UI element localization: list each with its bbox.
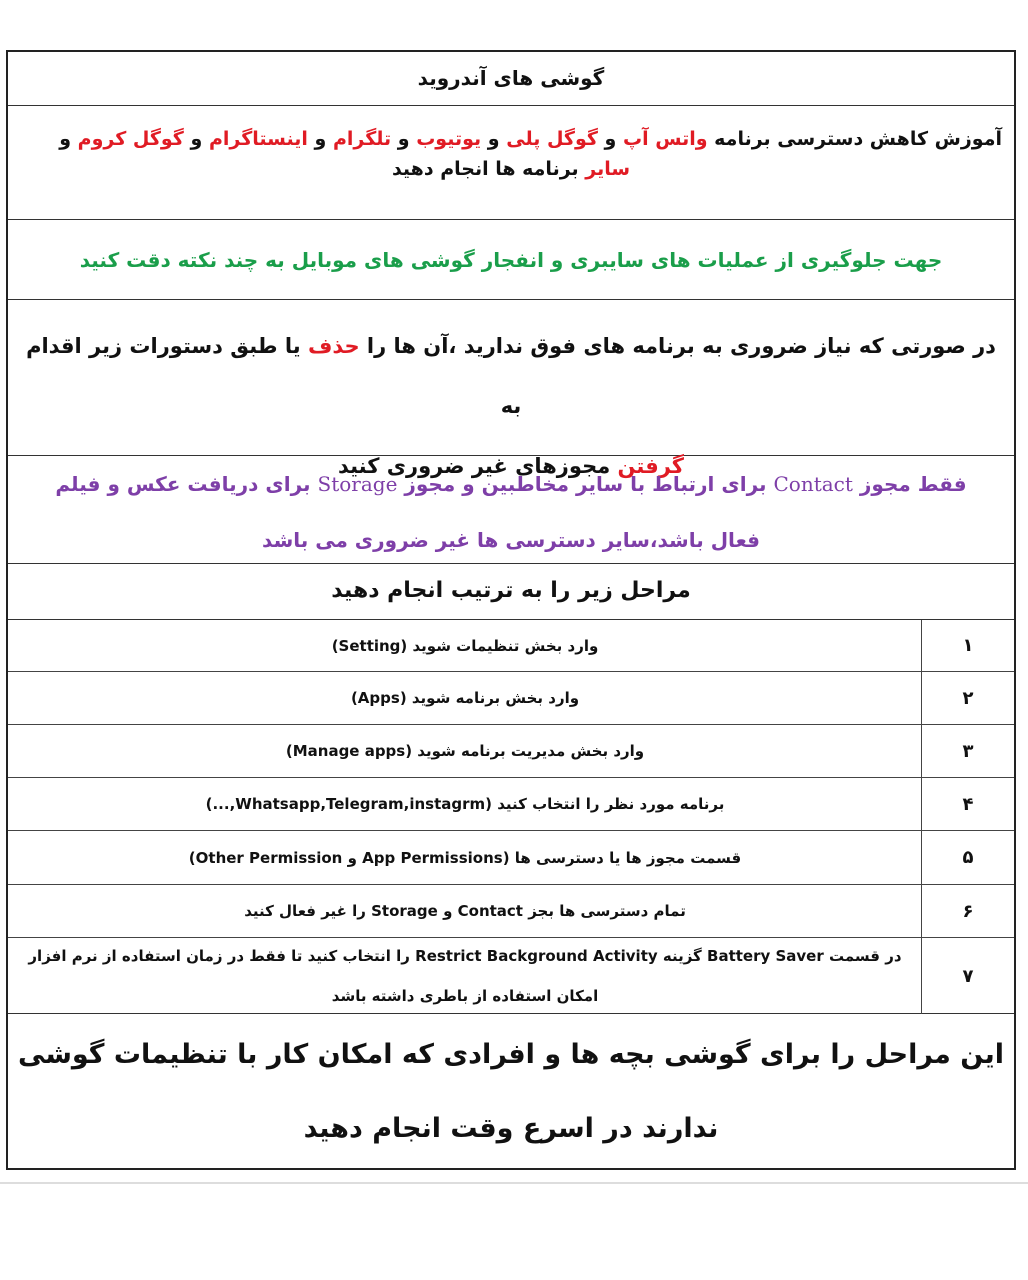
step-row — [8, 672, 1014, 725]
footer-line: ندارند در اسرع وقت انجام دهید — [303, 1113, 719, 1144]
instruction-text: مجوزهای غیر ضروری کنید — [337, 454, 611, 478]
step-row — [8, 831, 1014, 885]
warning-paragraph: جهت جلوگیری از عملیات های سایبری و انفجار گوشی های موبایل به چند نکته دقت کنید — [8, 220, 1014, 300]
document-title: گوشی های آندروید — [8, 52, 1014, 106]
instruction-text: یا طبق دستورات زیر اقدام به — [26, 334, 522, 418]
intro-second-line — [20, 154, 1002, 184]
step-number: ۴ — [921, 778, 1014, 830]
word-contact: Contact — [773, 472, 853, 496]
step-row — [8, 620, 1014, 672]
step-row — [8, 885, 1014, 938]
permission-paragraph — [8, 456, 1014, 564]
step-text: وارد بخش مدیریت برنامه شوید (Manage apps) — [285, 742, 645, 760]
permission-text: فعال باشد،سایر دسترسی ها غیر ضروری می باشد — [262, 528, 760, 552]
conjunction: و — [604, 128, 617, 150]
step-number: ۵ — [921, 831, 1014, 884]
step-text: در قسمت Battery Saver گزینه Restrict Background Activity را انتخاب کنید تا فقط در زمان استفاده از نرم افزار امکان استفاده از باطری داشته باشد — [28, 947, 902, 1005]
app-name-whatsapp: واتس آپ — [622, 128, 708, 150]
app-name-chrome: گوگل کروم — [77, 128, 184, 150]
steps-heading: مراحل زیر را به ترتیب انجام دهید — [8, 564, 1014, 620]
conjunction: و — [190, 128, 203, 150]
step-row — [8, 778, 1014, 831]
step-text: وارد بخش برنامه شوید (Apps) — [350, 689, 580, 707]
step-text: تمام دسترسی ها بجز Contact و Storage را غیر فعال کنید — [244, 902, 686, 920]
highlight-delete: حذف — [307, 334, 360, 358]
app-name-instagram: اینستاگرام — [208, 128, 308, 150]
conjunction: و — [59, 128, 72, 150]
step-text: قسمت مجوز ها یا دسترسی ها (App Permissions و Other Permission) — [188, 848, 742, 867]
conjunction: و — [487, 128, 500, 150]
step-row — [8, 938, 1014, 1014]
step-text: وارد بخش تنظیمات شوید (Setting) — [331, 636, 599, 655]
permission-text: برای دریافت عکس و فیلم — [55, 472, 311, 496]
instruction-paragraph — [8, 300, 1014, 478]
app-name-youtube: یوتیوب — [416, 128, 482, 150]
highlight-take: گرفتن — [617, 454, 685, 478]
step-text: برنامه مورد نظر را انتخاب کنید (Whatsapp,Telegram,instagrm,...) — [205, 795, 725, 813]
permission-text: فقط مجوز — [859, 472, 967, 496]
intro-text: آموزش کاهش دسترسی برنامه — [714, 128, 1002, 150]
conjunction: و — [314, 128, 327, 150]
step-number: ۷ — [921, 938, 1014, 1014]
step-number: ۲ — [921, 672, 1014, 724]
conjunction: و — [397, 128, 410, 150]
word-storage: Storage — [317, 472, 398, 496]
step-row — [8, 725, 1014, 778]
intro-ending: برنامه ها انجام دهید — [391, 158, 579, 180]
instruction-text: در صورتی که نیاز ضروری به برنامه های فوق ندارید ،آن ها را — [366, 334, 996, 358]
permission-text: برای ارتباط با سایر مخاطبین و مجوز — [404, 472, 767, 496]
intro-paragraph — [8, 106, 1014, 220]
app-name-googleplay: گوگل پلی — [506, 128, 598, 150]
footer-line: این مراحل را برای گوشی بچه ها و افرادی که امکان کار با تنظیمات گوشی — [18, 1039, 1004, 1070]
steps-table — [8, 620, 1014, 1014]
app-name-others: سایر — [585, 158, 631, 180]
step-number: ۱ — [921, 620, 1014, 671]
step-number: ۳ — [921, 725, 1014, 777]
page-bottom-divider — [0, 1182, 1028, 1184]
footer-note — [8, 1014, 1014, 1174]
document-table — [6, 50, 1016, 1170]
app-name-telegram: تلگرام — [332, 128, 392, 150]
step-number: ۶ — [921, 885, 1014, 937]
